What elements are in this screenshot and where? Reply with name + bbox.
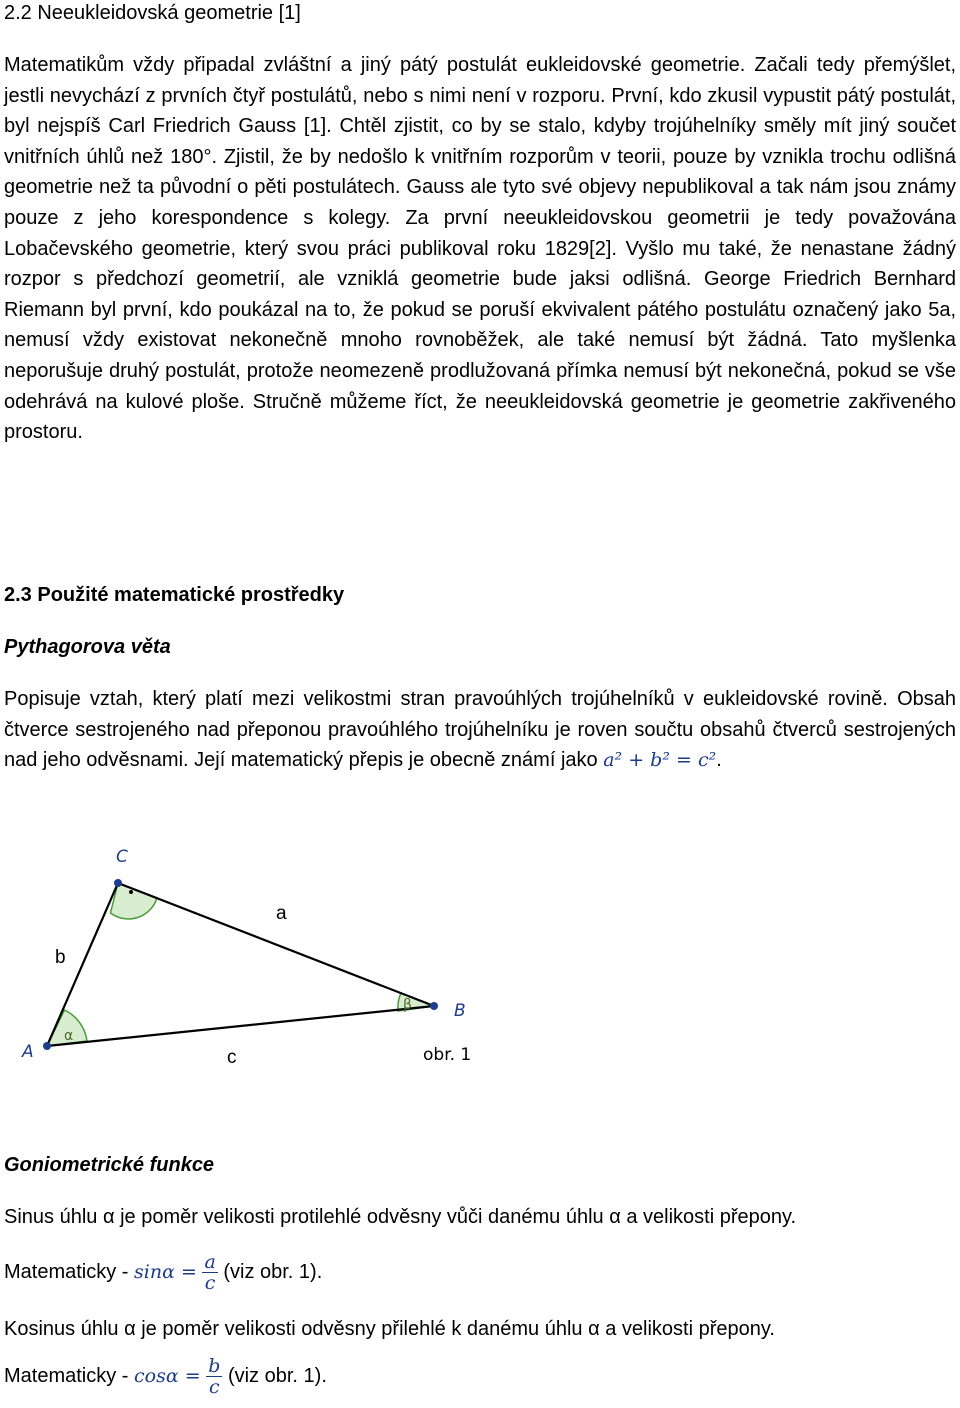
sine-definition: Sinus úhlu α je poměr velikosti protilehlé odvěsny vůči danému úhlu α a velikosti přepony. — [4, 1206, 797, 1228]
side-c-line — [47, 1006, 434, 1046]
vertex-c-label: C — [116, 847, 128, 867]
vertex-c-point — [114, 879, 122, 887]
sine-lhs: sinα = — [134, 1260, 197, 1283]
figure-caption: obr. 1 — [423, 1045, 472, 1065]
vertex-b-point — [430, 1002, 438, 1010]
subheading-goniometry: Goniometrické funkce — [4, 1154, 215, 1176]
sine-numerator: a — [204, 1251, 216, 1273]
angle-beta-label: β — [403, 997, 412, 1013]
section-heading-2-2: 2.2 Neeukleidovská geometrie [1] — [4, 2, 301, 24]
pythagoras-text: Popisuje vztah, který platí mezi velikostmi stran pravoúhlých trojúhelníků v eukleidovské rovině. Obsah čtverce sestrojeného nad přeponou pravoúhlého trojúhelníku je roven součtu obsahů čtverců sestrojených nad jeho odvěsnami. Její matematický přepis je obecně známí jako — [4, 688, 956, 772]
right-angle-dot — [129, 890, 133, 894]
cosine-denominator: c — [208, 1376, 220, 1398]
vertex-a-label: A — [22, 1042, 34, 1062]
angle-alpha-label: α — [64, 1028, 74, 1044]
sine-prefix: Matematicky - — [4, 1260, 129, 1283]
side-a-line — [118, 883, 434, 1006]
section-heading-2-3: 2.3 Použité matematické prostředky — [4, 584, 345, 606]
side-c-label: c — [227, 1047, 237, 1068]
cosine-definition: Kosinus úhlu α je poměr velikosti odvěsny přilehlé k danému úhlu α a velikosti přepony. — [4, 1318, 775, 1340]
side-b-label: b — [55, 947, 66, 968]
subheading-pythagoras: Pythagorova věta — [4, 636, 171, 658]
sine-fraction — [202, 1252, 217, 1293]
cosine-prefix: Matematicky - — [4, 1364, 129, 1387]
triangle-figure — [0, 838, 960, 1078]
sine-suffix: (viz obr. 1). — [223, 1260, 323, 1283]
cosine-lhs: cosα = — [134, 1364, 201, 1387]
pythagoras-formula: a² + b² = c² — [603, 749, 717, 772]
vertex-a-point — [43, 1042, 51, 1050]
cosine-numerator: b — [208, 1355, 221, 1377]
side-a-label: a — [276, 903, 287, 924]
sine-formula-line — [4, 1252, 322, 1293]
pythagoras-period: . — [716, 749, 722, 772]
paragraph-pythagoras — [4, 684, 956, 776]
paragraph-non-euclidean: Matematikům vždy připadal zvláštní a jiný pátý postulát eukleidovské geometrie. Začali tedy přemýšlet, jestli nevychází z prvních čtyř postulátů, nebo s nimi není v rozporu. První, kdo zkusil vypustit pátý postulát, byl nejspíš Carl Friedrich Gauss [1]. Chtěl zjistit, co by se stalo, kdyby trojúhelníky směly mít jiný součet vnitřních úhlů než 180°. Zjistil, že by nedošlo k vnitřním rozporům v teorii, pouze by vznikla trochu odlišná geometrie než ta původní o pěti postulátech. Gauss ale tyto své objevy nepublikoval a tak nám jsou známy pouze z jeho korespondence s kolegy. Za první neeukleidovskou geometrii je tedy považována Lobačevského geometrie, který svou práci publikoval roku 1829[2]. Vyšlo mu také, že nenastane žádný rozpor s předchozí geometrií, ale vzniklá geometrie bude jaksi odlišná. George Friedrich Bernhard Riemann byl první, kdo poukázal na to, že pokud se poruší ekvivalent pátého postulátu označený jako 5a, nemusí vždy existovat nekonečně mnoho rovnoběžek, ale také nemusí být žádná. Tato myšlenka neporušuje druhý postulát, protože neomezeně prodlužovaná přímka nemusí být nekonečná, pokud se vše odehrává na kulové ploše. Stručně můžeme říct, že neeukleidovská geometrie je geometrie zakřiveného prostoru. — [4, 54, 956, 444]
cosine-fraction — [206, 1356, 222, 1397]
cosine-suffix: (viz obr. 1). — [227, 1364, 327, 1387]
vertex-b-label: B — [454, 1001, 466, 1021]
sine-denominator: c — [204, 1272, 216, 1294]
cosine-formula-line — [4, 1356, 327, 1397]
